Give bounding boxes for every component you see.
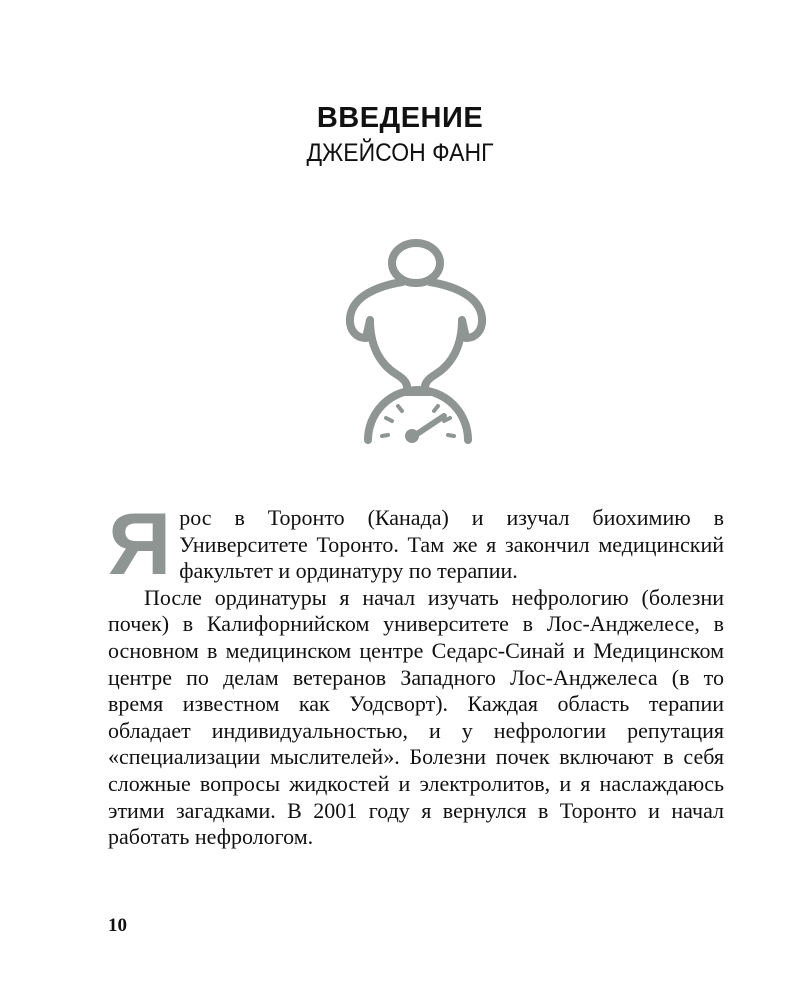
paragraph-1 — [108, 494, 724, 593]
scale-needle-hub — [405, 429, 419, 443]
chapter-header — [0, 100, 800, 168]
figure-feet — [400, 388, 432, 396]
paragraph-2: После ординатуры я начал изучать нефрологию (болезни почек) в Калифорнийском университете в Лос-Анджелесе, в основном в медицинском центре Седарс-Синай и Медицинском центре по делам ветеранов Западного Лос-Анджелеса (в то время известном как Уодсворт). Каждая область терапии обладает индивидуальностью, и у нефрологии репутация «специализации мыслителей». Болезни почек включают в себя сложные вопросы жидкостей и электролитов, и я наслаждаюсь этими загадками. В 2001 году я вернулся в Торонто и начал работать нефрологом. — [108, 584, 724, 850]
person-on-scale-icon — [340, 238, 490, 444]
paragraph-1-text: рос в Торонто (Канада) и изучал биохимию в Университете Торонто. Там же я закончил медицинский факультет и ординатуру по терапии. — [179, 505, 724, 584]
body-text — [108, 494, 724, 851]
figure-body-right — [425, 282, 482, 390]
chapter-title: ВВЕДЕНИЕ — [316, 102, 484, 134]
figure-head — [392, 243, 440, 283]
chapter-author: ДЖЕЙСОН ФАНГ — [306, 139, 494, 167]
page-number: 10 — [108, 915, 127, 936]
figure-body-left — [350, 282, 407, 390]
scale-needle — [414, 416, 444, 436]
drop-cap: Я — [108, 494, 172, 593]
